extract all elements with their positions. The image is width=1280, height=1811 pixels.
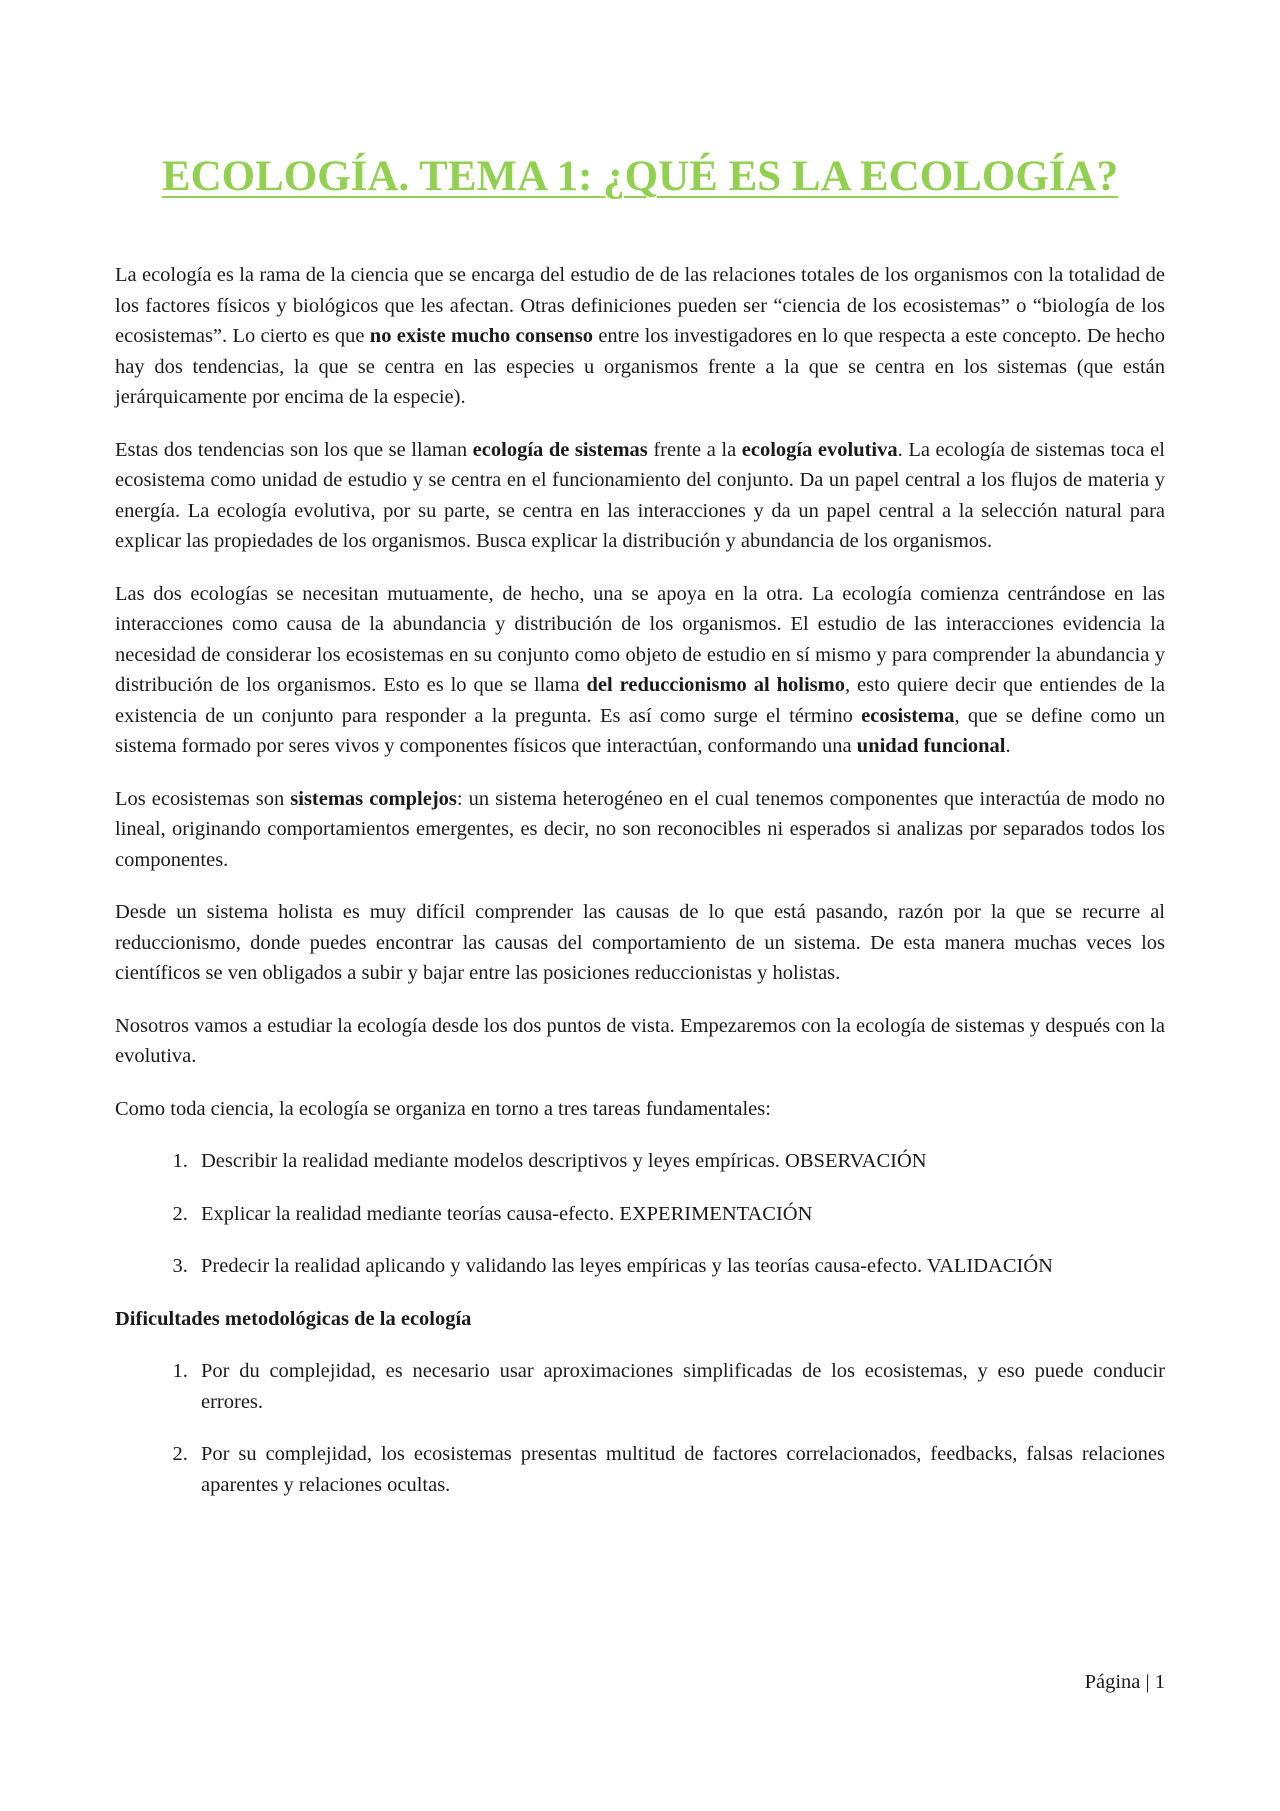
bold-text: ecología de sistemas <box>472 438 648 461</box>
paragraph-approach: Nosotros vamos a estudiar la ecología desde los dos puntos de vista. Empezaremos con la ecología de sistemas y después con la evolutiva. <box>115 1014 1165 1067</box>
bold-text: sistemas complejos <box>290 787 457 810</box>
list-item: 2. Por su complejidad, los ecosistemas presentas multitud de factores correlacionados, feedbacks, falsas relaciones aparentes y relaciones ocultas. <box>193 1439 1165 1500</box>
text-run: frente a la <box>647 438 742 461</box>
paragraph-complex-systems <box>115 784 1165 876</box>
paragraph-definition <box>115 260 1165 413</box>
document-body <box>115 260 1165 1522</box>
section-heading: Dificultades metodológicas de la ecología <box>115 1307 472 1330</box>
page-title-text: ECOLOGÍA. TEMA 1: ¿QUÉ ES LA ECOLOGÍA? <box>161 153 1119 200</box>
bold-text: unidad funcional <box>856 735 1006 757</box>
bold-text: no existe mucho consenso <box>369 325 594 347</box>
bold-text: ecología evolutiva <box>741 438 898 461</box>
text-run: . <box>1005 735 1011 757</box>
text-run: , esto quiere decir que entiendes de la existencia de un conjunto para responder a la pregunta. Es así como surge el término <box>115 674 1165 727</box>
list-item: 3. Predecir la realidad aplicando y validando las leyes empíricas y las teorías causa-efecto. VALIDACIÓN <box>193 1251 1165 1282</box>
text-run: , que se define como un sistema formado por seres vivos y componentes físicos que interactúan, conformando una <box>115 704 1165 757</box>
text-run: Estas dos tendencias son los que se llaman <box>115 438 473 461</box>
text-run: . La ecología de sistemas toca el ecosistema como unidad de estudio y se centra en el funcionamiento del conjunto. Da un papel central a los flujos de materia y energía. La ecología evolutiva, por su parte, se centra en las interacciones y da un papel central a la selección natural para explicar las propiedades de los organismos. Busca explicar la distribución y abundancia de los organismos. <box>115 438 1165 552</box>
difficulties-list <box>115 1356 1165 1500</box>
tasks-list <box>115 1146 1165 1282</box>
text-run: Los ecosistemas son <box>115 787 291 810</box>
text-run: La ecología es la rama de la ciencia que se encarga del estudio de de las relaciones totales de los organismos con la totalidad de los factores físicos y biológicos que les afectan. Otras definiciones pueden ser “ciencia de los ecosistemas” o “biología de los ecosistemas”. Lo cierto es que <box>115 264 1165 347</box>
text-run: entre los investigadores en lo que respecta a este concepto. De hecho hay dos tendencias, la que se centra en las especies u organismos frente a la que se centra en los sistemas (que están jerárquicamente por encima de la especie). <box>115 325 1165 408</box>
page-number: Página | 1 <box>1084 1671 1165 1693</box>
list-item: 1. Por du complejidad, es necesario usar aproximaciones simplificadas de los ecosistemas, y eso puede conducir errores. <box>193 1356 1165 1417</box>
paragraph-tendencies <box>115 435 1165 557</box>
page-title <box>115 152 1165 202</box>
bold-text: del reduccionismo al holismo <box>586 674 845 696</box>
text-run: : un sistema heterogéneo en el cual tenemos componentes que interactúa de modo no lineal, originando comportamientos emergentes, es decir, no son reconocibles ni esperados si analizas por separados todos los componentes. <box>115 787 1166 871</box>
paragraph-reductionism: Desde un sistema holista es muy difícil comprender las causas de lo que está pasando, razón por la que se recurre al reduccionismo, donde puedes encontrar las causas del comportamiento de un sistema. De esta manera muchas veces los científicos se ven obligados a subir y bajar entre las posiciones reduccionistas y holistas. <box>115 901 1165 984</box>
list-item: 1. Describir la realidad mediante modelos descriptivos y leyes empíricas. OBSERVACIÓN <box>193 1146 1165 1177</box>
paragraph-holism <box>115 579 1165 762</box>
list-item: 2. Explicar la realidad mediante teorías causa-efecto. EXPERIMENTACIÓN <box>193 1199 1165 1230</box>
bold-text: ecosistema <box>861 704 955 727</box>
paragraph-tasks-intro: Como toda ciencia, la ecología se organiza en torno a tres tareas fundamentales: <box>115 1097 771 1120</box>
text-run: Las dos ecologías se necesitan mutuamente, de hecho, una se apoya en la otra. La ecología comienza centrándose en las interacciones como causa de la abundancia y distribución de los organismos. El estudio de las interacciones evidencia la necesidad de considerar los ecosistemas en su conjunto como objeto de estudio en sí mismo y para comprender la abundancia y distribución de los organismos. Esto es lo que se llama <box>115 582 1165 696</box>
